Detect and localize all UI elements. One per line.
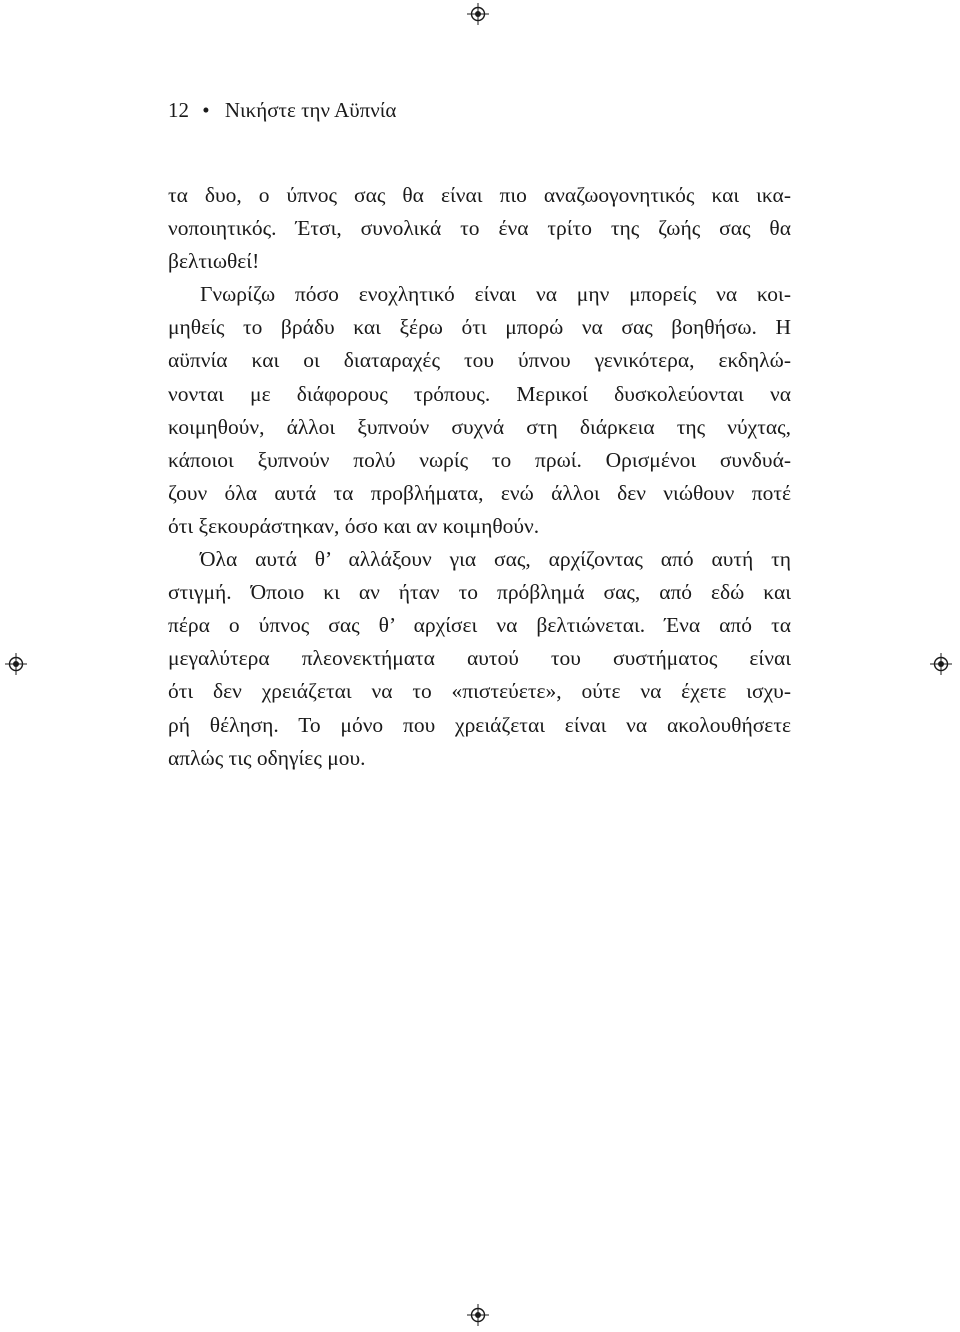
text-line: πέρα ο ύπνος σας θ’ αρχίσει να βελτιώνεται. Ένα από τα	[168, 613, 791, 638]
text-line: βελτιωθεί!	[168, 249, 260, 274]
text-line: Γνωρίζω πόσο ενοχλητικό είναι να μην μπορείς να κοι-	[200, 282, 791, 307]
text-line: απλώς τις οδηγίες μου.	[168, 745, 366, 770]
text-line: κάποιοι ξυπνούν πολύ νωρίς το πρωί. Ορισμένοι συνδυά-	[168, 447, 791, 472]
text-line: Όλα αυτά θ’ αλλάξουν για σας, αρχίζοντας από αυτή τη	[200, 547, 791, 572]
page-number: 12	[168, 98, 189, 122]
text-line: νοποιητικός. Έτσι, συνολικά το ένα τρίτο της ζωής σας θα	[168, 216, 791, 241]
text-line: τα δυο, ο ύπνος σας θα είναι πιο αναζωογονητικός και ικα-	[168, 183, 791, 207]
text-line: ότι ξεκουράστηκαν, όσο και αν κοιμηθούν.	[168, 513, 540, 538]
registration-mark-left-icon	[5, 653, 27, 675]
text-line: ότι δεν χρειάζεται να το «πιστεύετε», ούτε να έχετε ισχυ-	[168, 679, 791, 704]
text-line: νονται με διάφορους τρόπους. Μερικοί δυσκολεύονται να	[168, 381, 791, 406]
text-line: μεγαλύτερα πλεονεκτήματα αυτού του συστήματος είναι	[168, 646, 791, 671]
body-text	[168, 179, 791, 775]
running-head	[168, 94, 396, 126]
book-title: Νικήστε την Αϋπνία	[224, 98, 397, 122]
text-line: αϋπνία και οι διαταραχές του ύπνου γενικότερα, εκδηλώ-	[168, 348, 791, 373]
registration-mark-top-icon	[467, 3, 489, 25]
text-line: ζουν όλα αυτά τα προβλήματα, ενώ άλλοι δεν νιώθουν ποτέ	[168, 480, 791, 505]
registration-mark-right-icon	[930, 653, 952, 675]
text-line: κοιμηθούν, άλλοι ξυπνούν συχνά στη διάρκεια της νύχτας,	[168, 414, 791, 439]
header-bullet: •	[202, 98, 210, 122]
registration-mark-bottom-icon	[467, 1304, 489, 1326]
text-line: ρή θέληση. Το μόνο που χρειάζεται είναι να ακολουθήσετε	[168, 712, 791, 737]
text-line: στιγμή. Όποιο κι αν ήταν το πρόβλημά σας, από εδώ και	[168, 580, 791, 605]
text-line: μηθείς το βράδυ και ξέρω ότι μπορώ να σας βοηθήσω. Η	[168, 315, 791, 340]
